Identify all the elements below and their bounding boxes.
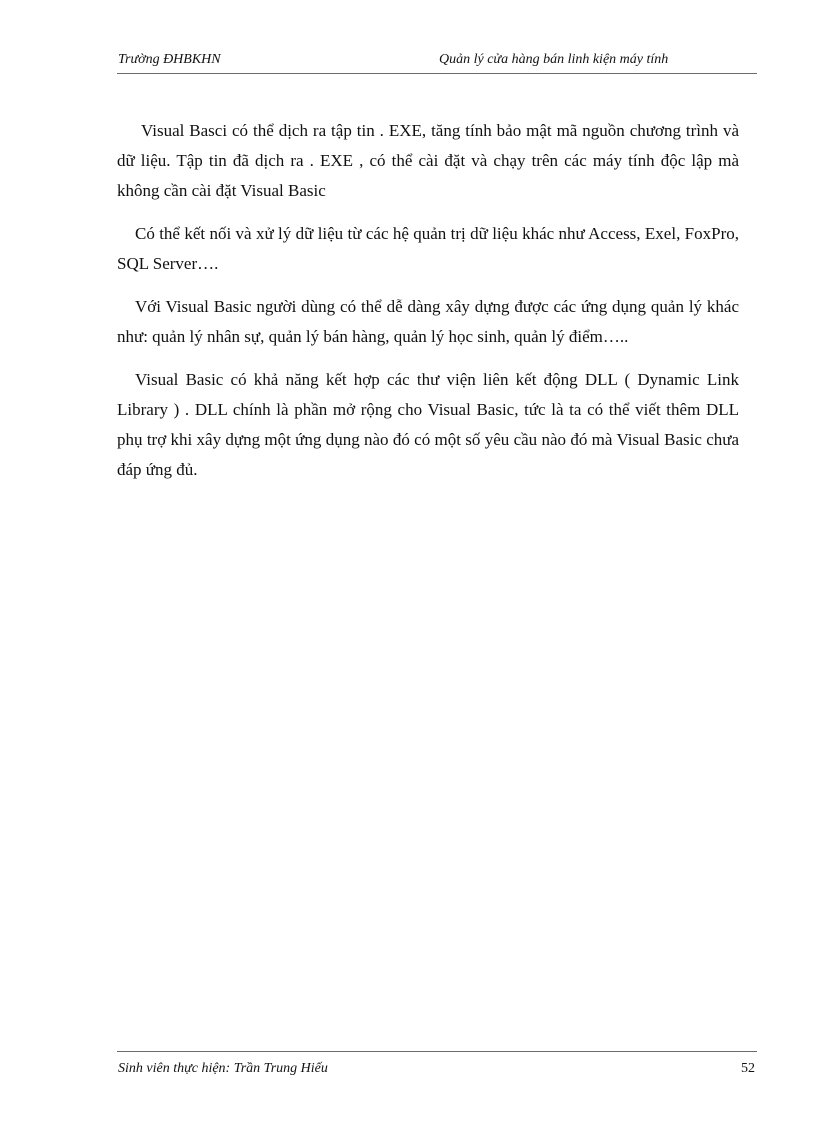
footer-author: Sinh viên thực hiện: Trần Trung Hiếu — [118, 1061, 328, 1076]
paragraph: Với Visual Basic người dùng có thể dễ dàng xây dựng được các ứng dụng quản lý khác như: quản lý nhân sự, quản lý bán hàng, quản lý học sinh, quản lý điểm….. — [117, 297, 739, 346]
page-header — [117, 51, 757, 74]
page-footer — [117, 1051, 757, 1080]
paragraph: Visual Basci có thể dịch ra tập tin . EXE, tăng tính bảo mật mã nguồn chương trình và dữ liệu. Tập tin đã dịch ra . EXE , có thể cài đặt và chạy trên các máy tính độc lập mà không cần cài đặt Visual Basic — [117, 121, 739, 200]
paragraph: Có thể kết nối và xử lý dữ liệu từ các hệ quản trị dữ liệu khác như Access, Exel, FoxPro, SQL Server…. — [117, 224, 739, 273]
header-school: Trường ĐHBKHN — [118, 52, 221, 67]
document-body — [117, 116, 739, 498]
paragraph: Visual Basic có khả năng kết hợp các thư viện liên kết động DLL ( Dynamic Link Library ) . DLL chính là phần mở rộng cho Visual Basic, tức là ta có thể viết thêm DLL phụ trợ khi xây dựng một ứng dụng nào đó có một số yêu cầu nào đó mà Visual Basic chưa đáp ứng đủ. — [117, 370, 739, 479]
header-project-title: Quản lý cửa hàng bán linh kiện máy tính — [439, 52, 669, 67]
page-number: 52 — [741, 1061, 755, 1076]
